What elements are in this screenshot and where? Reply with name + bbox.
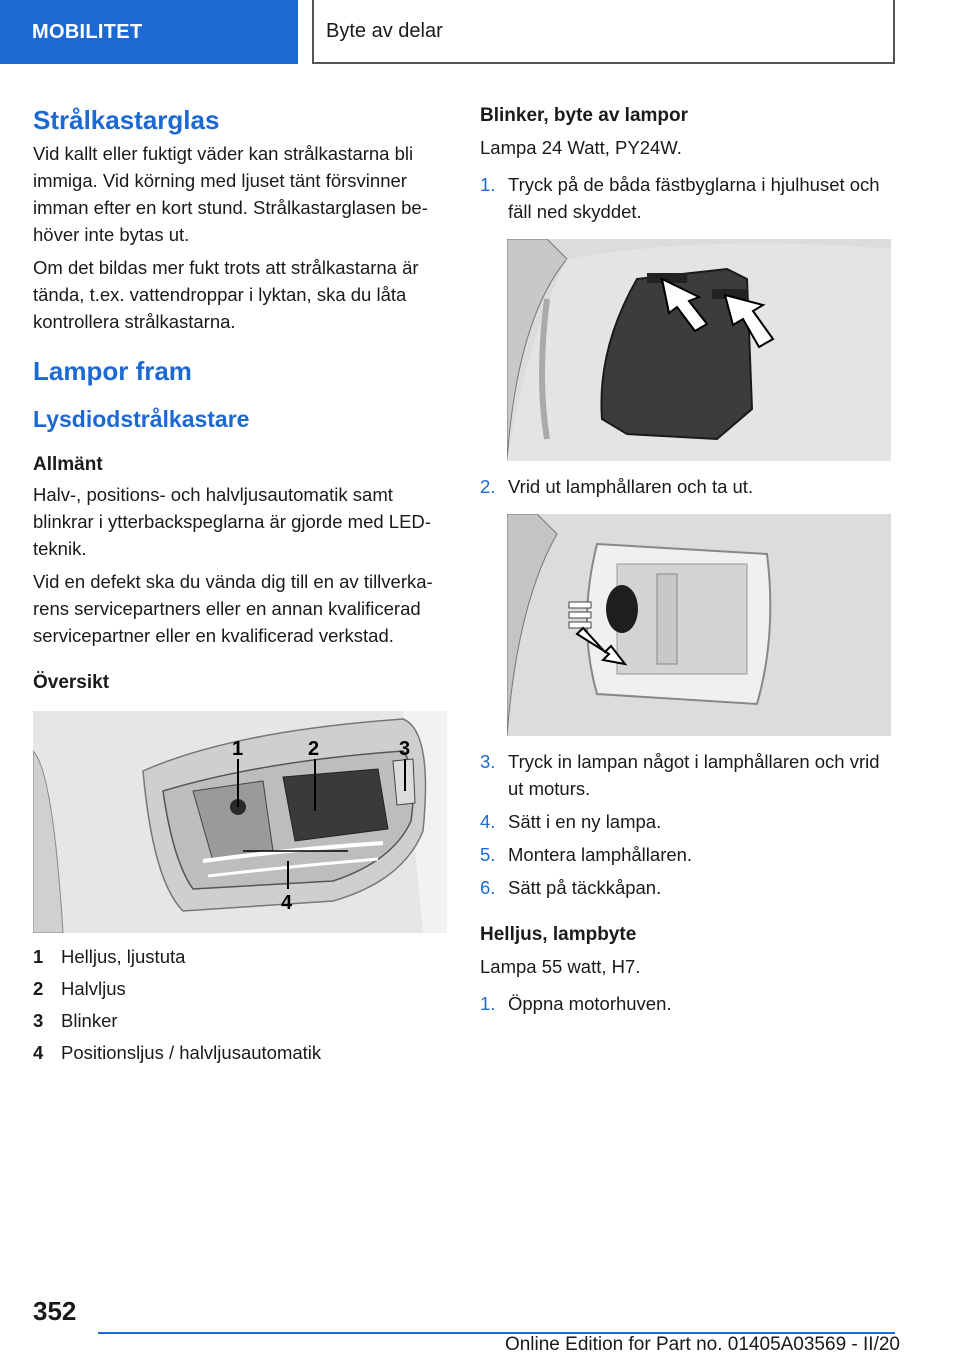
step-text: Sätt i en ny lampa. <box>508 811 662 832</box>
chapter-title: Byte av delar <box>326 19 443 42</box>
heading-highbeam-replacement: Helljus, lampbyte <box>480 924 637 945</box>
legend-item <box>33 1005 447 1037</box>
heading-led-headlights: Lysdiodstrålkastare <box>33 406 250 432</box>
left-column <box>33 96 447 1069</box>
callout-3: 3 <box>399 738 411 760</box>
paragraph-highbeam-lamp: Lampa 55 watt, H7. <box>480 956 641 977</box>
paragraph-glass-2: Om det bildas mer fukt trots att strålkastarna är tända, t.ex. vattendroppar i lyktan, ska du låta kontrollera strålkastarna. <box>33 257 419 332</box>
step-item <box>480 808 895 835</box>
paragraph-blinker-lamp: Lampa 24 Watt, PY24W. <box>480 137 682 158</box>
callout-4: 4 <box>281 892 293 914</box>
step-text: Tryck in lampan något i lamphållaren och vrid ut moturs. <box>508 751 880 799</box>
step-item <box>480 841 895 868</box>
figure-legend <box>33 941 447 1069</box>
section-tab <box>0 0 298 64</box>
legend-text: Blinker <box>61 1010 118 1031</box>
heading-front-lamps: Lampor fram <box>33 356 192 386</box>
step-number: 1. <box>480 174 496 195</box>
legend-text: Helljus, ljustuta <box>61 946 186 967</box>
heading-blinker-replacement: Blinker, byte av lampor <box>480 105 689 126</box>
step-item <box>480 874 895 901</box>
heading-general: Allmänt <box>33 454 103 475</box>
step-text: Montera lamphållaren. <box>508 844 693 865</box>
legend-item <box>33 941 447 973</box>
step-text: Sätt på täckkåpan. <box>508 877 662 898</box>
step-item <box>480 990 895 1017</box>
heading-overview: Översikt <box>33 672 110 693</box>
step-item <box>480 473 895 500</box>
step-number: 4. <box>480 811 496 832</box>
legend-item <box>33 1037 447 1069</box>
chapter-header <box>312 0 895 64</box>
step-number: 6. <box>480 877 496 898</box>
legend-number: 2 <box>33 978 44 999</box>
paragraph-general-2: Vid en defekt ska du vända dig till en av tillverka-rens servicepartners eller en annan kvalificerad servicepartner eller en kvalificerad verkstad. <box>33 571 433 646</box>
legend-number: 1 <box>33 946 44 967</box>
paragraph-glass-1: Vid kallt eller fuktigt väder kan strålkastarna bli immiga. Vid körning med ljuset tänt försvinner imman efter en kort stund. Strålkastarglasen be-höver inte bytas ut. <box>33 143 428 245</box>
step-number: 2. <box>480 476 496 497</box>
legend-number: 4 <box>33 1042 44 1063</box>
legend-text: Positionsljus / halvljusautomatik <box>61 1042 322 1063</box>
step-text: Vrid ut lamphållaren och ta ut. <box>508 476 754 497</box>
lampholder-figure <box>507 514 891 736</box>
footer-edition: Online Edition for Part no. 01405A03569 - II/20 <box>504 1334 900 1355</box>
step-number: 3. <box>480 751 496 772</box>
wheelarch-cover-figure <box>507 239 891 461</box>
step-text: Tryck på de båda fästbyglarna i hjulhuset och fäll ned skyddet. <box>508 174 880 222</box>
step-item <box>480 748 895 802</box>
legend-number: 3 <box>33 1010 44 1031</box>
paragraph-general-1: Halv-, positions- och halvljusautomatik samt blinkrar i ytterbackspeglarna är gjorde med LED-teknik. <box>33 484 431 559</box>
heading-headlight-glass: Strålkastarglas <box>33 105 220 135</box>
step-number: 5. <box>480 844 496 865</box>
legend-item <box>33 973 447 1005</box>
step-number: 1. <box>480 993 496 1014</box>
headlight-overview-figure <box>33 711 447 933</box>
page-number: 352 <box>33 1296 77 1326</box>
callout-1: 1 <box>232 738 244 760</box>
legend-text: Halvljus <box>61 978 126 999</box>
callout-2: 2 <box>308 738 320 760</box>
step-item <box>480 171 895 225</box>
right-column <box>480 96 895 1017</box>
step-text: Öppna motorhuven. <box>508 993 672 1014</box>
section-label: MOBILITET <box>32 20 143 43</box>
